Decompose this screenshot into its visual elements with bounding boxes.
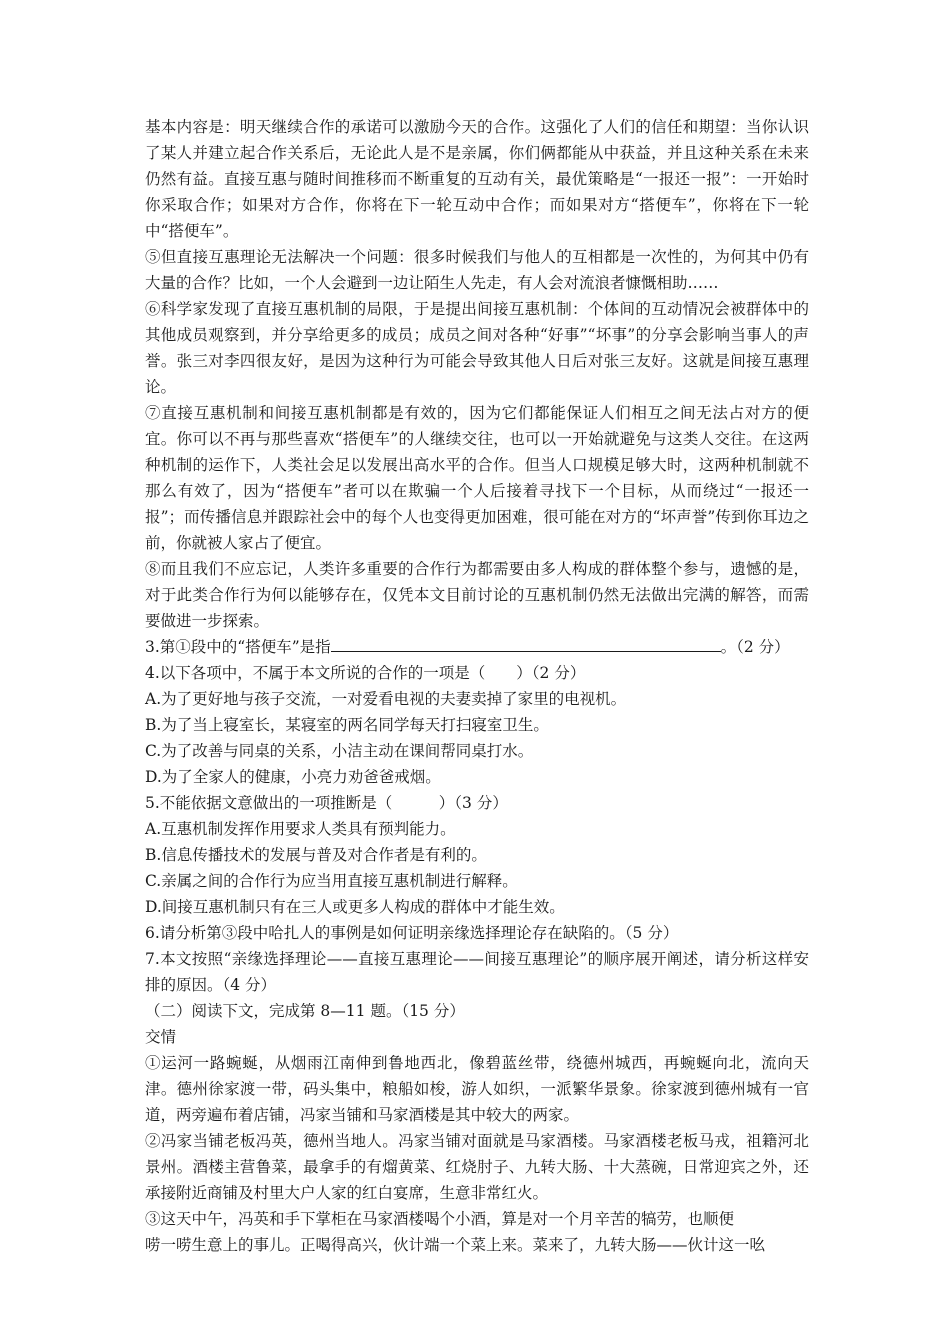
story-paragraph-1: ①运河一路蜿蜒，从烟雨江南伸到鲁地西北，像碧蓝丝带，绕德州城西，再蜿蜒向北，流向天津。德州徐家渡一带，码头集中，粮船如梭，游人如织，一派繁华景象。徐家渡到德州城有一官道，两旁遍布着店铺，冯家当铺和马家酒楼是其中较大的两家。 xyxy=(145,1054,809,1124)
section-2-heading: （二）阅读下文，完成第 8—11 题。（15 分） xyxy=(145,1002,465,1020)
question-7: 7.本文按照“亲缘选择理论——直接互惠理论——间接互惠理论”的顺序展开阐述，请分析这样安排的原因。（4 分） xyxy=(145,950,809,994)
question-5-option-b: B.信息传播技术的发展与普及对合作者是有利的。 xyxy=(145,846,487,864)
question-5-stem: 5.不能依据文意做出的一项推断是（ ）（3 分） xyxy=(145,794,508,812)
paragraph-4-continued: 基本内容是：明天继续合作的承诺可以激励今天的合作。这强化了人们的信任和期望：当你认识了某人并建立起合作关系后，无论此人是不是亲属，你们俩都能从中获益，并且这种关系在未来仍然有益。直接互惠与随时间推移而不断重复的互动有关，最优策略是“一报还一报”：一开始时你采取合作；如果对方合作，你将在下一轮互动中合作；而如果对方“搭便车”，你将在下一轮中“搭便车”。 xyxy=(145,118,809,240)
story-paragraph-3-line-1: ③这天中午，冯英和手下掌柜在马家酒楼喝个小酒，算是对一个月辛苦的犒劳，也顺便 xyxy=(145,1210,735,1228)
question-3-suffix: 。（2 分） xyxy=(720,638,790,656)
question-5-option-a: A.互惠机制发挥作用要求人类具有预判能力。 xyxy=(145,820,456,838)
question-4-option-c: C.为了改善与同桌的关系，小洁主动在课间帮同桌打水。 xyxy=(145,742,534,760)
story-paragraph-3-line-2: 唠一唠生意上的事儿。正喝得高兴，伙计端一个菜上来。菜来了，九转大肠——伙计这一吆 xyxy=(145,1236,766,1254)
question-3-prefix: 3.第①段中的“搭便车”是指 xyxy=(145,638,331,656)
question-4-option-d: D.为了全家人的健康，小亮力劝爸爸戒烟。 xyxy=(145,768,441,786)
paragraph-6: ⑥科学家发现了直接互惠机制的局限，于是提出间接互惠机制：个体间的互动情况会被群体中的其他成员观察到，并分享给更多的成员；成员之间对各种“好事”“坏事”的分享会影响当事人的声誉。张三对李四很友好，是因为这种行为可能会导致其他人日后对张三友好。这就是间接互惠理论。 xyxy=(145,300,809,396)
paragraph-5: ⑤但直接互惠理论无法解决一个问题：很多时候我们与他人的互相都是一次性的，为何其中仍有大量的合作？比如，一个人会避到一边让陌生人先走，有人会对流浪者慷慨相助…… xyxy=(145,248,809,292)
question-5-option-d: D.间接互惠机制只有在三人或更多人构成的群体中才能生效。 xyxy=(145,898,565,916)
document-page xyxy=(145,114,809,1258)
story-title: 交情 xyxy=(145,1028,177,1046)
question-4-option-a: A.为了更好地与孩子交流，一对爱看电视的夫妻卖掉了家里的电视机。 xyxy=(145,690,627,708)
question-4-option-b: B.为了当上寝室长，某寝室的两名同学每天打扫寝室卫生。 xyxy=(145,716,549,734)
question-6: 6.请分析第③段中哈扎人的事例是如何证明亲缘选择理论存在缺陷的。（5 分） xyxy=(145,924,679,942)
question-4-stem: 4.以下各项中，不属于本文所说的合作的一项是（ ）（2 分） xyxy=(145,664,586,682)
question-5-option-c: C.亲属之间的合作行为应当用直接互惠机制进行解释。 xyxy=(145,872,518,890)
paragraph-8: ⑧而且我们不应忘记，人类许多重要的合作行为都需要由多人构成的群体整个参与，遗憾的是，对于此类合作行为何以能够存在，仅凭本文目前讨论的互惠机制仍然无法做出完满的解答，而需要做进一步探索。 xyxy=(145,560,809,630)
answer-blank[interactable] xyxy=(331,635,721,652)
paragraph-7: ⑦直接互惠机制和间接互惠机制都是有效的，因为它们都能保证人们相互之间无法占对方的便宜。你可以不再与那些喜欢“搭便车”的人继续交往，也可以一开始就避免与这类人交往。在这两种机制的运作下，人类社会足以发展出高水平的合作。但当人口规模足够大时，这两种机制就不那么有效了，因为“搭便车”者可以在欺骗一个人后接着寻找下一个目标，从而绕过“一报还一报”；而传播信息并跟踪社会中的每个人也变得更加困难，很可能在对方的“坏声誉”传到你耳边之前，你就被人家占了便宜。 xyxy=(145,404,809,552)
question-3 xyxy=(145,634,809,660)
story-paragraph-2: ②冯家当铺老板冯英，德州当地人。冯家当铺对面就是马家酒楼。马家酒楼老板马戎，祖籍河北景州。酒楼主营鲁菜，最拿手的有熘黄菜、红烧肘子、九转大肠、十大蒸碗，日常迎宾之外，还承接附近商铺及村里大户人家的红白宴席，生意非常红火。 xyxy=(145,1132,809,1202)
